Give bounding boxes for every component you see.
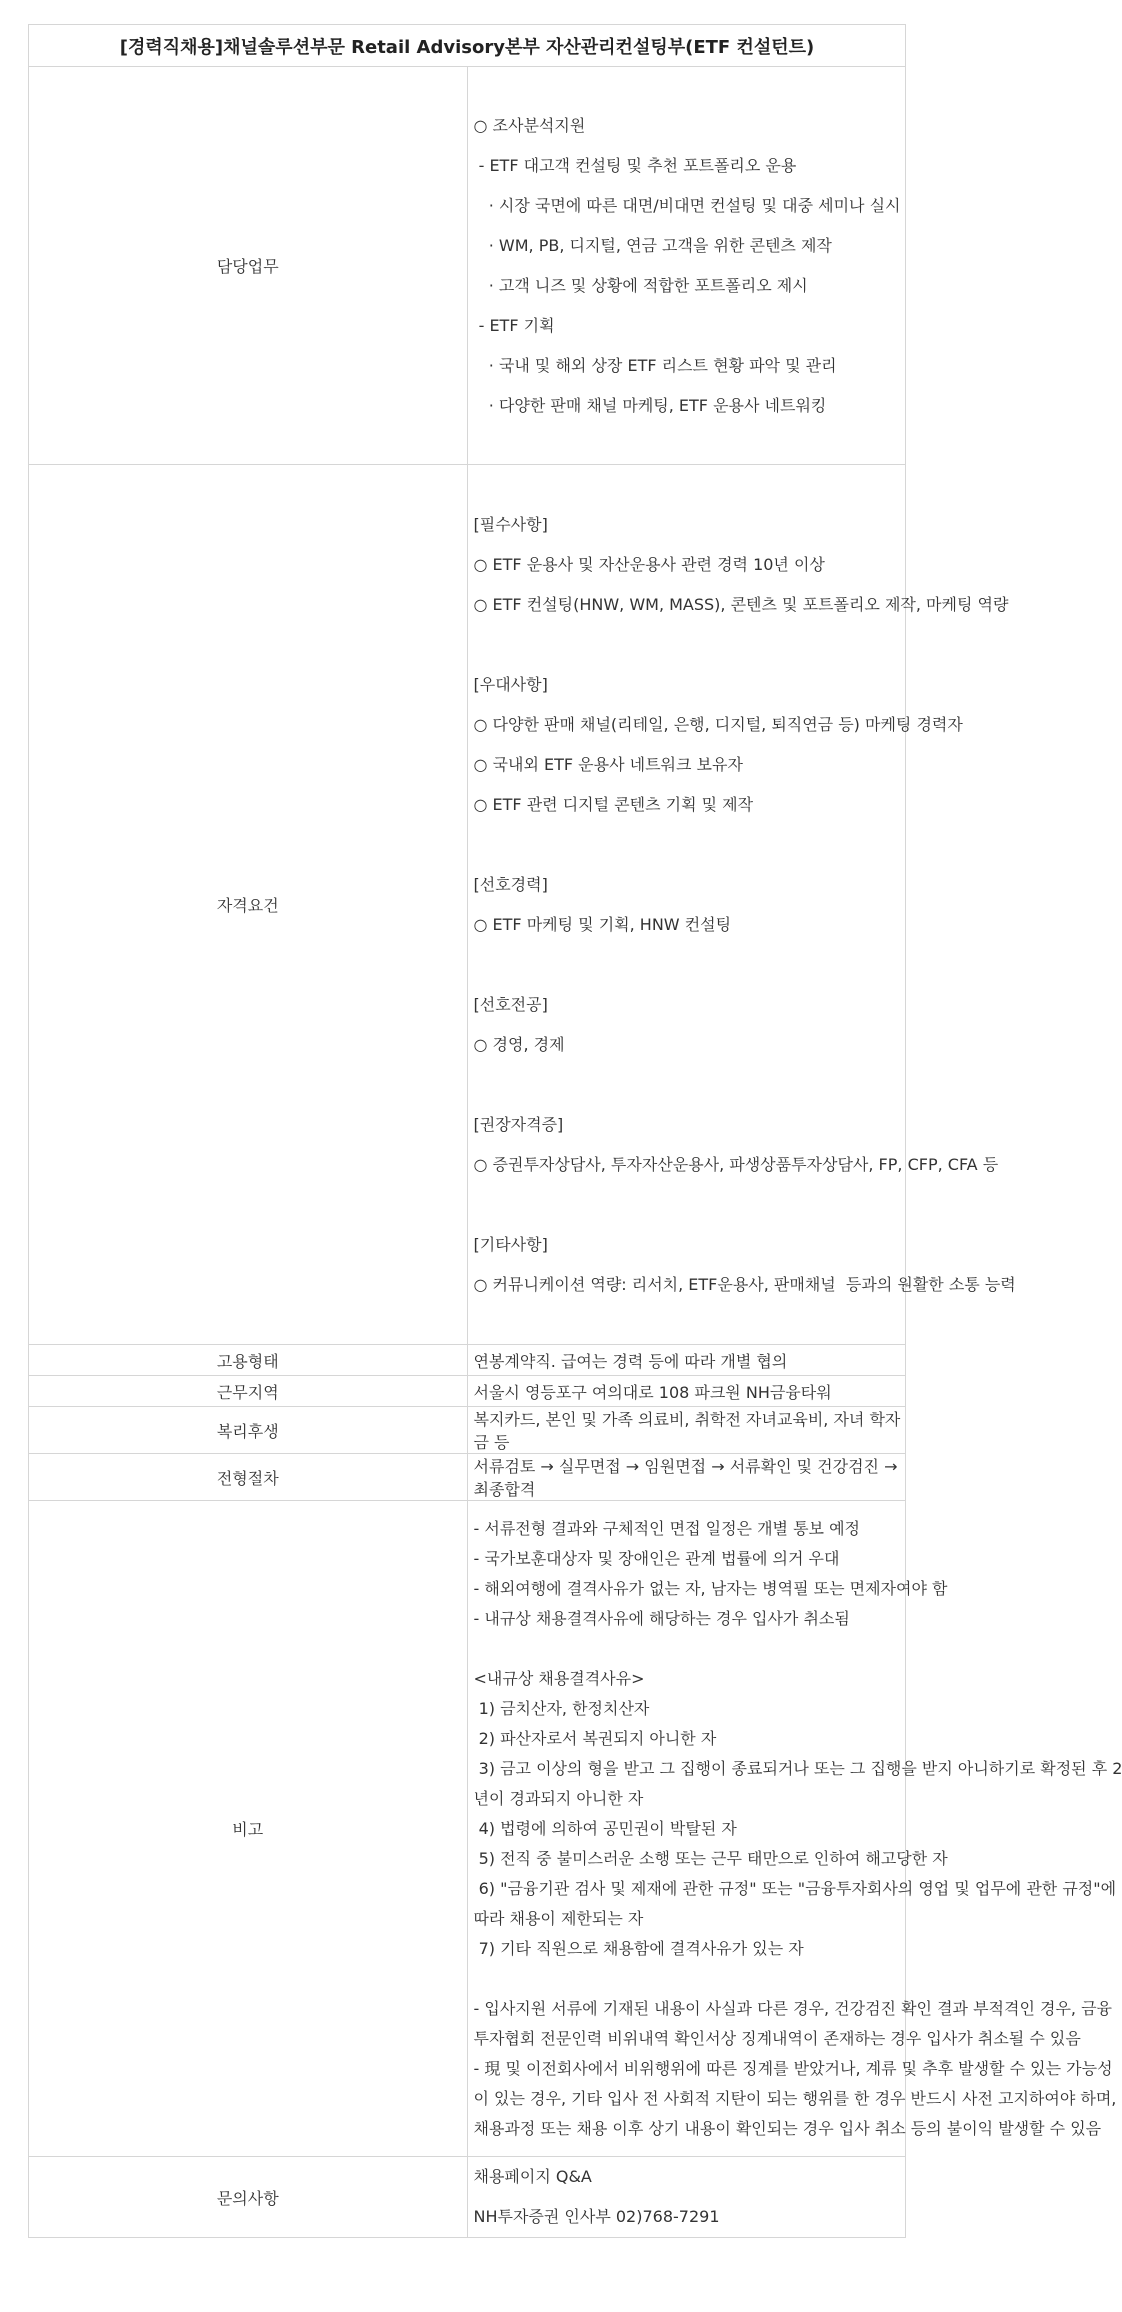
disqualification-heading: <내규상 채용결격사유> <box>473 1668 645 1688</box>
section-heading: [기타사항] <box>473 1234 548 1254</box>
qualification-item: ○ ETF 운용사 및 자산운용사 관련 경력 10년 이상 <box>473 554 825 574</box>
disqualification-item: 7) 기타 직원으로 채용함에 결격사유가 있는 자 <box>473 1938 804 1958</box>
disqualification-item: 4) 법령에 의하여 공민권이 박탈된 자 <box>473 1818 737 1838</box>
posting-title: [경력직채용]채널솔루션부문 Retail Advisory본부 자산관리컨설팅부(ETF 컨설턴트) <box>29 25 906 67</box>
duty-line: ○ 조사분석지원 <box>473 115 586 135</box>
remark-extra-line: 채용과정 또는 채용 이후 상기 내용이 확인되는 경우 입사 취소 등의 불이익 발생할 수 있음 <box>473 2118 1102 2138</box>
contact-line: 채용페이지 Q&A <box>473 2167 592 2186</box>
qualification-item: ○ 증권투자상담사, 투자자산운용사, 파생상품투자상담사, FP, CFP, CFA 등 <box>473 1154 999 1174</box>
remark-line: - 국가보훈대상자 및 장애인은 관계 법률에 의거 우대 <box>473 1548 840 1568</box>
qualifications-row <box>29 465 906 1345</box>
process-row <box>29 1454 906 1501</box>
duties-label: 담당업무 <box>29 67 468 465</box>
disqualification-item: 따라 채용이 제한되는 자 <box>473 1908 644 1928</box>
process-label: 전형절차 <box>29 1454 468 1501</box>
title-row <box>29 25 906 67</box>
remarks-content <box>467 1501 1122 2157</box>
disqualification-item: 1) 금치산자, 한정치산자 <box>473 1698 650 1718</box>
duty-line: · 국내 및 해외 상장 ETF 리스트 현황 파악 및 관리 <box>473 355 837 375</box>
benefits-value: 복지카드, 본인 및 가족 의료비, 취학전 자녀교육비, 자녀 학자금 등 <box>467 1407 906 1454</box>
employment-row <box>29 1345 906 1376</box>
disqualification-item: 6) "금융기관 검사 및 제재에 관한 규정" 또는 "금융투자회사의 영업 및 업무에 관한 규정"에 <box>473 1878 1117 1898</box>
remark-line: - 내규상 채용결격사유에 해당하는 경우 입사가 취소됨 <box>473 1608 850 1628</box>
qualification-item: ○ 다양한 판매 채널(리테일, 은행, 디지털, 퇴직연금 등) 마케팅 경력자 <box>473 714 963 734</box>
employment-value: 연봉계약직. 급여는 경력 등에 따라 개별 협의 <box>467 1345 906 1376</box>
section-heading: [선호경력] <box>473 874 548 894</box>
disqualification-item: 2) 파산자로서 복권되지 아니한 자 <box>473 1728 717 1748</box>
remark-extra-line: - 입사지원 서류에 기재된 내용이 사실과 다른 경우, 건강검진 확인 결과 부적격인 경우, 금융 <box>473 1998 1112 2018</box>
qualification-item: ○ ETF 컨설팅(HNW, WM, MASS), 콘텐츠 및 포트폴리오 제작, 마케팅 역량 <box>473 594 1009 614</box>
remarks-row <box>29 1501 906 2157</box>
qualifications-label: 자격요건 <box>29 465 468 1345</box>
contact-line: NH투자증권 인사부 02)768-7291 <box>473 2207 720 2226</box>
duties-content <box>467 67 906 465</box>
remark-line: - 해외여행에 결격사유가 없는 자, 남자는 병역필 또는 면제자여야 함 <box>473 1578 948 1598</box>
duty-line: · WM, PB, 디지털, 연금 고객을 위한 콘텐츠 제작 <box>473 235 832 255</box>
contact-content <box>467 2157 906 2238</box>
process-value: 서류검토 → 실무면접 → 임원면접 → 서류확인 및 건강검진 → 최종합격 <box>467 1454 906 1501</box>
remark-extra-line: 이 있는 경우, 기타 입사 전 사회적 지탄이 되는 행위를 한 경우 반드시 사전 고지하여야 하며, <box>473 2088 1117 2108</box>
qualifications-content <box>467 465 1016 1345</box>
section-heading: [권장자격증] <box>473 1114 564 1134</box>
employment-label: 고용형태 <box>29 1345 468 1376</box>
benefits-label: 복리후생 <box>29 1407 468 1454</box>
section-heading: [필수사항] <box>473 514 548 534</box>
remark-extra-line: - 現 및 이전회사에서 비위행위에 따른 징계를 받았거나, 계류 및 추후 발생할 수 있는 가능성 <box>473 2058 1113 2078</box>
remarks-label: 비고 <box>29 1501 468 2157</box>
remark-extra-line: 투자협회 전문인력 비위내역 확인서상 징계내역이 존재하는 경우 입사가 취소될 수 있음 <box>473 2028 1081 2048</box>
job-posting <box>28 24 1122 2238</box>
duty-line: - ETF 대고객 컨설팅 및 추천 포트폴리오 운용 <box>473 155 797 175</box>
qualification-item: ○ ETF 관련 디지털 콘텐츠 기획 및 제작 <box>473 794 754 814</box>
remark-line: - 서류전형 결과와 구체적인 면접 일정은 개별 통보 예정 <box>473 1518 860 1538</box>
location-label: 근무지역 <box>29 1376 468 1407</box>
benefits-row <box>29 1407 906 1454</box>
section-heading: [선호전공] <box>473 994 548 1014</box>
job-posting-table <box>28 24 1122 2238</box>
duty-line: · 다양한 판매 채널 마케팅, ETF 운용사 네트워킹 <box>473 395 827 415</box>
disqualification-item: 3) 금고 이상의 형을 받고 그 집행이 종료되거나 또는 그 집행을 받지 아니하기로 확정된 후 2 <box>473 1758 1122 1778</box>
qualification-item: ○ 국내외 ETF 운용사 네트워크 보유자 <box>473 754 743 774</box>
duties-row <box>29 67 906 465</box>
qualification-item: ○ ETF 마케팅 및 기획, HNW 컨설팅 <box>473 914 732 934</box>
disqualification-item: 5) 전직 중 불미스러운 소행 또는 근무 태만으로 인하여 해고당한 자 <box>473 1848 948 1868</box>
duty-line: - ETF 기획 <box>473 315 555 335</box>
section-heading: [우대사항] <box>473 674 548 694</box>
disqualification-item: 년이 경과되지 아니한 자 <box>473 1788 644 1808</box>
location-value: 서울시 영등포구 여의대로 108 파크원 NH금융타워 <box>467 1376 906 1407</box>
contact-row <box>29 2157 906 2238</box>
duty-line: · 시장 국면에 따른 대면/비대면 컨설팅 및 대중 세미나 실시 <box>473 195 901 215</box>
qualification-item: ○ 경영, 경제 <box>473 1034 565 1054</box>
contact-label: 문의사항 <box>29 2157 468 2238</box>
duty-line: · 고객 니즈 및 상황에 적합한 포트폴리오 제시 <box>473 275 808 295</box>
location-row <box>29 1376 906 1407</box>
qualification-item: ○ 커뮤니케이션 역량: 리서치, ETF운용사, 판매채널 등과의 원활한 소통 능력 <box>473 1274 1016 1294</box>
